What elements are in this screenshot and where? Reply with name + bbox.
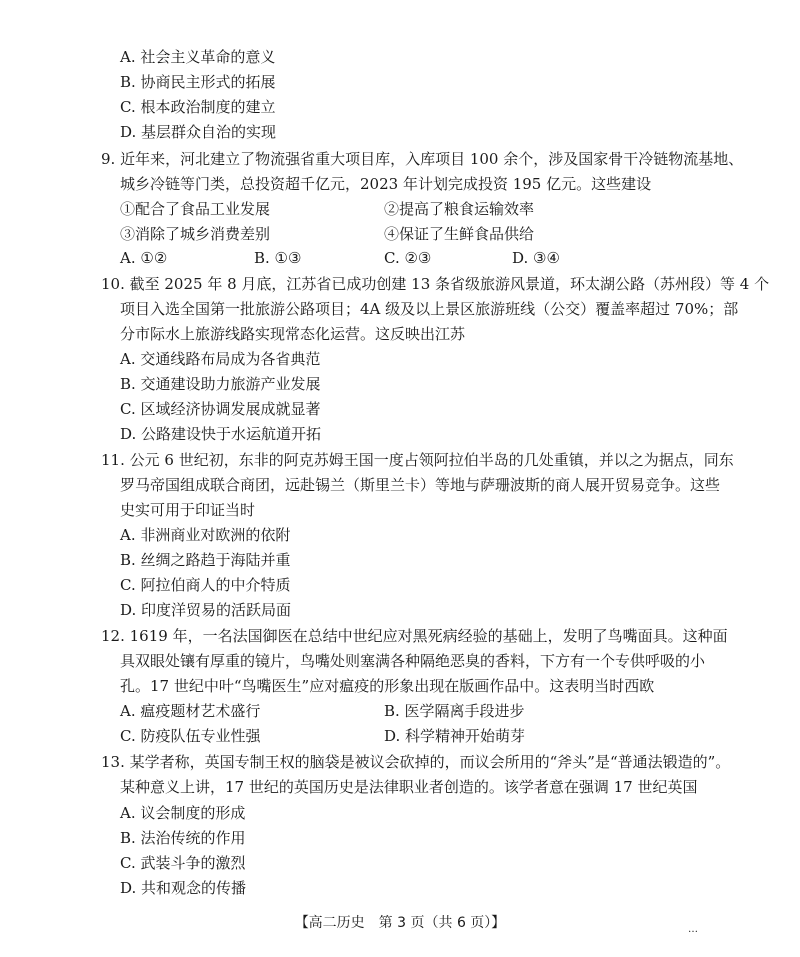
q12-option-b: B. 医学隔离手段进步 (384, 702, 525, 720)
q12-option-a: A. 瘟疫题材艺术盛行 (120, 702, 261, 720)
q11-stem-line-1: 11. 公元 6 世纪初，东非的阿克苏姆王国一度占领阿拉伯半岛的几处重镇，并以之为据点，同东 (101, 451, 734, 469)
q13-stem-line-2: 某种意义上讲，17 世纪的英国历史是法律职业者创造的。该学者意在强调 17 世纪英国 (120, 778, 698, 796)
q9-item-4: ④保证了生鲜食品供给 (384, 225, 535, 243)
q10-stem-line-1: 10. 截至 2025 年 8 月底，江苏省已成功创建 13 条省级旅游风景道，环太湖公路（苏州段）等 4 个 (101, 275, 770, 293)
q8-option-c: C. 根本政治制度的建立 (120, 98, 276, 116)
q11-option-b: B. 丝绸之路趋于海陆并重 (120, 551, 291, 569)
q13-option-d: D. 共和观念的传播 (120, 879, 247, 897)
q12-stem-line-3: 孔。17 世纪中叶“鸟嘴医生”应对瘟疫的形象出现在版画作品中。这表明当时西欧 (120, 677, 655, 695)
q13-option-a: A. 议会制度的形成 (120, 804, 246, 822)
q10-option-b: B. 交通建设助力旅游产业发展 (120, 375, 321, 393)
q10-option-d: D. 公路建设快于水运航道开拓 (120, 425, 322, 443)
q12-option-d: D. 科学精神开始萌芽 (384, 727, 526, 745)
q13-stem-line-1: 13. 某学者称，英国专制王权的脑袋是被议会砍掉的，而议会所用的“斧头”是“普通法锻造的”。 (101, 753, 731, 771)
q9-choice-d: D. ③④ (512, 249, 560, 267)
q11-option-a: A. 非洲商业对欧洲的依附 (120, 526, 291, 544)
q9-stem-line-1: 9. 近年来，河北建立了物流强省重大项目库，入库项目 100 余个，涉及国家骨干冷链物流基地、 (101, 150, 744, 168)
footer-mark: … (688, 924, 698, 935)
q10-stem-line-3: 分市际水上旅游线路实现常态化运营。这反映出江苏 (120, 325, 466, 343)
q10-option-a: A. 交通线路布局成为各省典范 (120, 350, 321, 368)
q9-item-3: ③消除了城乡消费差别 (120, 225, 271, 243)
q10-stem-line-2: 项目入选全国第一批旅游公路项目；4A 级及以上景区旅游班线（公交）覆盖率超过 70%；部 (120, 300, 739, 318)
q12-option-c: C. 防疫队伍专业性强 (120, 727, 261, 745)
q9-choice-c: C. ②③ (384, 249, 432, 267)
q12-stem-line-2: 具双眼处镶有厚重的镜片，鸟嘴处则塞满各种隔绝恶臭的香料，下方有一个专供呼吸的小 (120, 652, 706, 670)
q11-stem-line-3: 史实可用于印证当时 (120, 501, 256, 519)
q9-choice-a: A. ①② (120, 249, 168, 267)
q10-option-c: C. 区域经济协调发展成就显著 (120, 400, 321, 418)
q11-option-d: D. 印度洋贸易的活跃局面 (120, 601, 292, 619)
q8-option-d: D. 基层群众自治的实现 (120, 123, 277, 141)
q9-stem-line-2: 城乡冷链等门类，总投资超千亿元，2023 年计划完成投资 195 亿元。这些建设 (120, 175, 652, 193)
q9-item-1: ①配合了食品工业发展 (120, 200, 271, 218)
q12-stem-line-1: 12. 1619 年，一名法国御医在总结中世纪应对黑死病经验的基础上，发明了鸟嘴面具。这种面 (101, 627, 728, 645)
q13-option-b: B. 法治传统的作用 (120, 829, 246, 847)
q8-option-a: A. 社会主义革命的意义 (120, 48, 276, 66)
q13-option-c: C. 武装斗争的激烈 (120, 854, 246, 872)
q11-option-c: C. 阿拉伯商人的中介特质 (120, 576, 291, 594)
q11-stem-line-2: 罗马帝国组成联合商团，远赴锡兰（斯里兰卡）等地与萨珊波斯的商人展开贸易竞争。这些 (120, 476, 721, 494)
q8-option-b: B. 协商民主形式的拓展 (120, 73, 276, 91)
page-footer: 【高二历史 第 3 页（共 6 页）】 (294, 915, 506, 931)
q9-choice-b: B. ①③ (254, 249, 302, 267)
q9-item-2: ②提高了粮食运输效率 (384, 200, 535, 218)
